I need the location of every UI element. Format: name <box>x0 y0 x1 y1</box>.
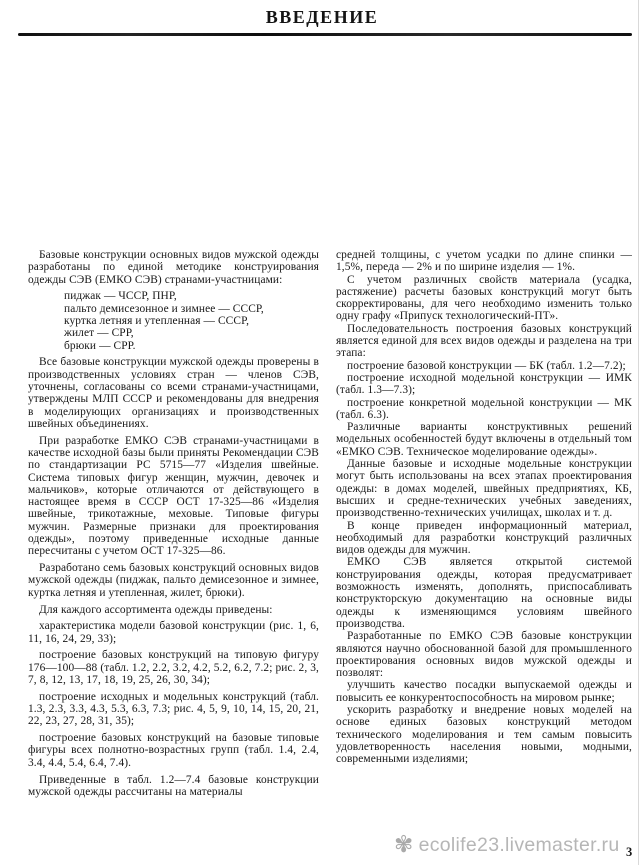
paragraph: В конце приведен информационный материал, необходимый для разработки конструкций различных видов одежды для мужчин. <box>336 519 632 557</box>
paragraph: построение базовой конструкции — БК (табл. 1.2—7.2); <box>347 359 626 372</box>
paragraph: построение базовых конструкций на базовые типовые фигуры всех полнотно-возрастных групп (табл. 1.4, 2.4, 3.4, 4.4, 5.4, 6.4, 7.4). <box>28 732 319 769</box>
watermark <box>394 834 620 857</box>
paragraph: средней толщины, с учетом усадки по длине спинки — 1,5%, переда — 2% и по ширине изделия — 1%. <box>336 249 632 274</box>
paragraph: брюки — СРР. <box>64 339 136 352</box>
paragraph: ЕМКО СЭВ является открытой системой конструирования одежды, которая предусматривает возможность изменять, дополнять, приспосабливать конструкторскую документацию на основные виды одежды к изменяющимся условиям швейного производства. <box>336 556 632 630</box>
paragraph: построение конкретной модельной конструкции — МК (табл. 6.3). <box>336 396 632 421</box>
paragraph: пальто демисезонное и зимнее — СССР, <box>64 302 264 315</box>
paragraph: построение базовых конструкций на типовую фигуру 176—100—88 (табл. 1.2, 2.2, 3.2, 4.2, 5.2, 6.2, 7.2; рис. 2, 3, 7, 8, 12, 13, 17, 18, 19, 25, 26, 30, 34); <box>28 649 319 686</box>
paragraph: характеристика модели базовой конструкции (рис. 1, 6, 11, 16, 24, 29, 33); <box>28 620 319 645</box>
paragraph: построение исходной модельной конструкции — ИМК (табл. 1.3—7.3); <box>336 371 632 397</box>
paragraph: Базовые конструкции основных видов мужской одежды разработаны по единой методике конструирования одежды СЭВ (ЕМКО СЭВ) странами-участницами: <box>28 249 319 286</box>
page-number: 3 <box>626 845 633 859</box>
paragraph: С учетом различных свойств материала (усадка, растяжение) расчеты базовых конструкций могут быть скорректированы, для чего необходимо изменить только одну графу «Припуск технологический-ПТ». <box>336 273 632 323</box>
right-column <box>336 249 632 803</box>
paragraph: пиджак — ЧССР, ПНР, <box>64 290 177 303</box>
paragraph: куртка летняя и утепленная — СССР, <box>64 314 250 327</box>
paragraph: ускорить разработку и внедрение новых моделей на основе единых базовых конструкций методом технического моделирования и тем самым повысить удовлетворенность населения новыми, модными, современными изделиями; <box>336 703 632 766</box>
paragraph: Приведенные в табл. 1.2—7.4 базовые конструкции мужской одежды рассчитаны на материалы <box>28 773 319 798</box>
watermark-text: ecolife23.livemaster.ru <box>418 834 620 856</box>
left-column <box>28 249 319 803</box>
page-title: ВВЕДЕНИЕ <box>265 7 379 27</box>
paragraph: жилет — СРР, <box>64 327 134 340</box>
paragraph: Последовательность построения базовых конструкций является единой для всех видов одежды и разделена на три этапа: <box>336 322 632 360</box>
paragraph: При разработке ЕМКО СЭВ странами-участницами в качестве исходной базы были приняты Рекомендации СЭВ по стандартизации РС 5715—77 «Изделия швейные. Система типовых фигур женщин, мужчин, девочек и мальчиков», которые отличаются от действующего в настоящее время в СССР ОСТ 17-325—86 «Изделия швейные, трикотажные, меховые. Типовые фигуры мужчин. Размерные признаки для проектирования одежды», поэтому приведенные исходные данные пересчитаны с учетом ОСТ 17-325—86. <box>28 434 319 558</box>
paragraph: Разработанные по ЕМКО СЭВ базовые конструкции являются научно обоснованной базой для промышленного проектирования основных видов мужской одежды и позволят: <box>336 630 632 680</box>
paragraph: Все базовые конструкции мужской одежды проверены в производственных условиях стран — членов СЭВ, уточнены, согласованы со всеми странами-участницами, утверждены МЛП СССР и рекомендованы для внедрения в моделирующих организациях и производственных швейных объединениях. <box>28 356 319 430</box>
header-rule <box>18 33 632 36</box>
paragraph: Различные варианты конструктивных решений модельных особенностей будут включены в отдельный том «ЕМКО СЭВ. Техническое моделирование одежды». <box>336 421 632 458</box>
paragraph: Данные базовые и исходные модельные конструкции могут быть использованы на всех этапах проектирования одежды: в домах моделей, швейных предприятиях, КБ, высших и средне-технических учебных заведениях, производственно-технических училищах, школах и т. д. <box>336 458 632 520</box>
scan-page-edge <box>638 0 639 865</box>
text-columns <box>28 249 632 803</box>
paragraph: построение исходных и модельных конструкций (табл. 1.3, 2.3, 3.3, 4.3, 5.3, 6.3, 7.3; рис. 4, 5, 9, 10, 14, 15, 20, 21, 22, 23, 27, 28, 31, 35); <box>28 690 319 728</box>
paragraph: Разработано семь базовых конструкций основных видов мужской одежды (пиджак, пальто демисезонное и зимнее, куртка летняя и утепленная, жилет, брюки). <box>28 562 319 599</box>
paragraph: Для каждого ассортимента одежды приведены: <box>39 603 273 616</box>
paragraph: улучшить качество посадки выпускаемой одежды и повысить ее конкурентоспособность на мировом рынке; <box>336 679 632 704</box>
flower-icon: ✾ <box>394 832 414 858</box>
